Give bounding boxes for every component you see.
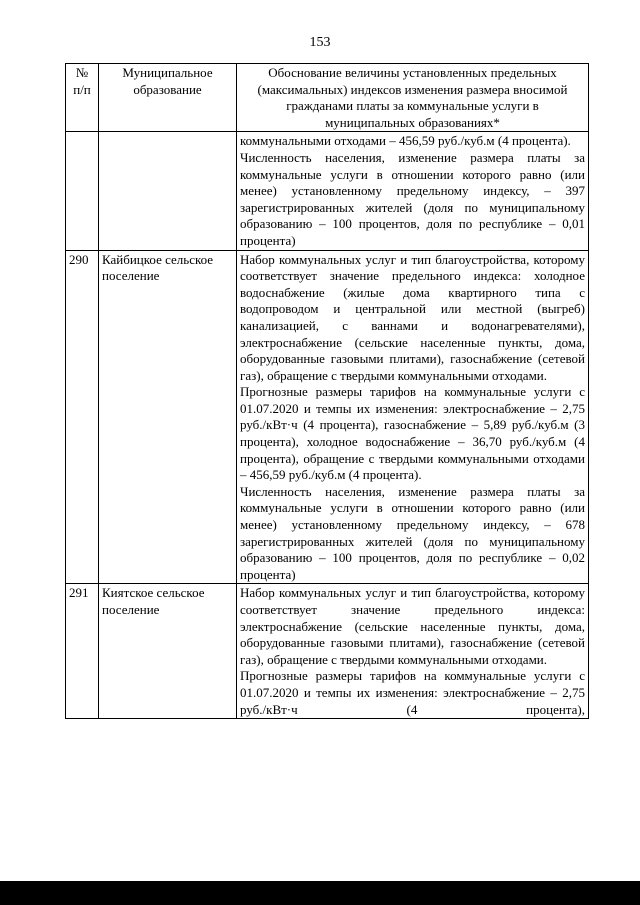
row-justification <box>237 584 589 719</box>
row-municipality: Кайбицкое сельское поселение <box>99 250 237 584</box>
row-municipality <box>99 132 237 250</box>
scan-edge-band <box>0 881 640 905</box>
table-row <box>66 132 589 250</box>
row-paragraph: Набор коммунальных услуг и тип благоустройства, которому соответствует значение предельного индекса: холодное водоснабжение (жилые дома квартирного типа с водопроводом и центральной или местной (выгреб) канализацией, с ваннами и водонагревателями), электроснабжение (сельские населенные пункты, дома, оборудованные газовыми плитами), газоснабжение (сетевой газ), обращение с твердыми коммунальными отходами. <box>240 251 585 383</box>
row-number: 291 <box>66 584 99 719</box>
row-justification <box>237 250 589 584</box>
row-paragraph: Прогнозные размеры тарифов на коммунальные услуги с 01.07.2020 и темпы их изменения: электроснабжение – 2,75 руб./кВт·ч (4 процента), газоснабжение – 5,89 руб./куб.м (3 процента), холодное водоснабжение – 36,70 руб./куб.м (4 процента), обращение с твердыми коммунальными отходами – 456,59 руб./куб.м (4 процента). <box>240 384 585 483</box>
header-justification: Обоснование величины установленных предельных (максимальных) индексов изменения размера вносимой гражданами платы за коммунальные услуги в муниципальных образованиях* <box>237 64 589 132</box>
row-number: 290 <box>66 250 99 584</box>
row-number <box>66 132 99 250</box>
tariff-justification-table <box>65 63 589 719</box>
row-justification <box>237 132 589 250</box>
row-paragraph: Набор коммунальных услуг и тип благоустройства, которому соответствует значение предельного индекса: электроснабжение (сельские населенные пункты, дома, оборудованные газовыми плитами), газоснабжение (сетевой газ), обращение с твердыми коммунальными отходами. <box>240 585 585 667</box>
table-row <box>66 584 589 719</box>
header-number: № п/п <box>66 64 99 132</box>
row-paragraph: Численность населения, изменение размера платы за коммунальные услуги в отношении которого равно (или менее) установленному предельному индексу, – 397 зарегистрированных жителей (доля по муниципальному образованию – 100 процентов, доля по республике – 0,01 процента) <box>240 149 585 248</box>
row-paragraph: Прогнозные размеры тарифов на коммунальные услуги с 01.07.2020 и темпы их изменения: электроснабжение – 2,75 руб./кВт·ч (4 процента), <box>240 668 585 717</box>
row-municipality: Киятское сельское поселение <box>99 584 237 719</box>
header-municipality: Муниципальное образование <box>99 64 237 132</box>
table-header-row <box>66 64 589 132</box>
row-paragraph: Численность населения, изменение размера платы за коммунальные услуги в отношении которого равно (или менее) установленному предельному индексу, – 678 зарегистрированных жителей (доля по муниципальному образованию – 100 процентов, доля по республике – 0,02 процента) <box>240 483 585 582</box>
table-row <box>66 250 589 584</box>
row-paragraph: коммунальными отходами – 456,59 руб./куб.м (4 процента). <box>240 133 571 149</box>
page-number: 153 <box>309 35 331 50</box>
